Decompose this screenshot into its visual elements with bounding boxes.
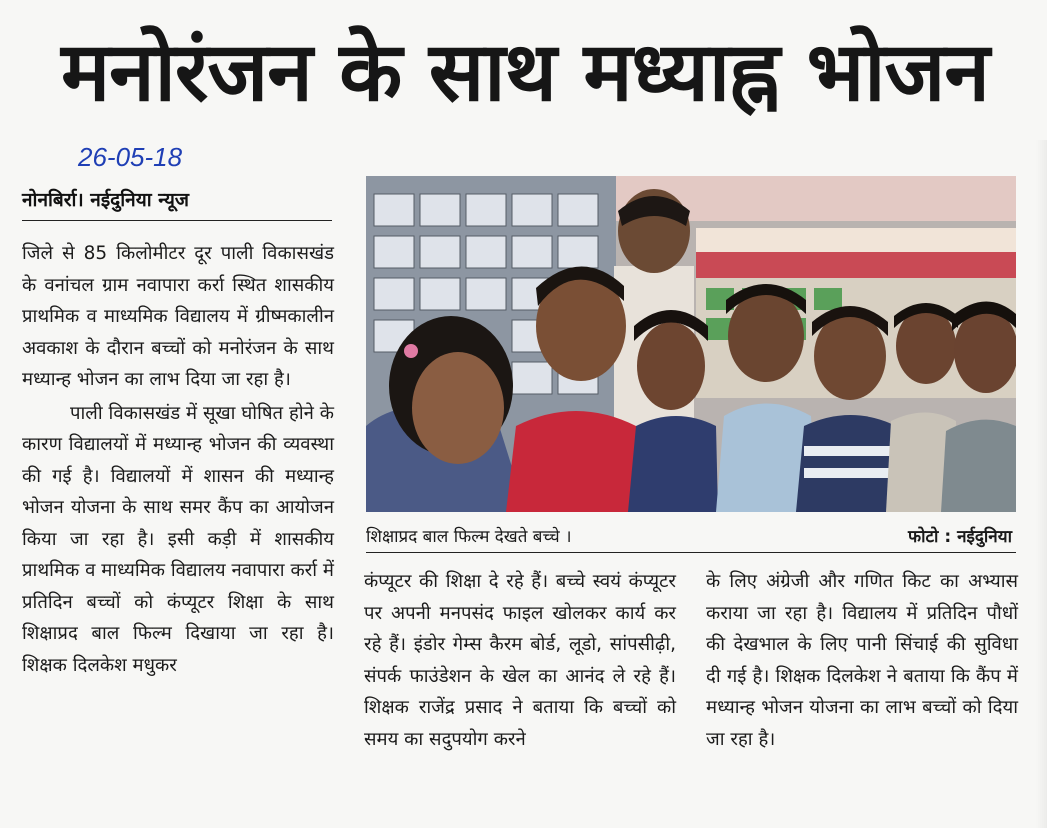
photo-credit: फोटो : नईदुनिया — [907, 527, 1012, 547]
article-column-3 — [706, 566, 1018, 755]
dateline: नोनबिर्रा। नईदुनिया न्यूज — [22, 186, 332, 221]
paragraph: के लिए अंग्रेजी और गणित किट का अभ्यास कराया जा रहा है। विद्यालय में प्रतिदिन पौधों की देखभाल के लिए पानी सिंचाई की सुविधा दी गई है। शिक्षक दिलकेश ने बताया कि कैंप में मध्यान्ह भोजन योजना का लाभ बच्चों को दिया जा रहा है। — [706, 571, 1018, 750]
paragraph: पाली विकासखंड में सूखा घोषित होने के कारण विद्यालयों में मध्यान्ह भोजन की व्यवस्था की गई है। विद्यालयों में शासन की मध्यान्ह भोजन योजना के साथ समर कैंप का आयोजन किया जा रहा है। इसी कड़ी में शासकीय प्राथमिक व माध्यमिक विद्यालय नवापारा कर्रा में प्रतिदिन बच्चों को कंप्यूटर शिक्षा के साथ शिक्षाप्रद बाल फिल्म दिखाया जा रहा है। शिक्षक दिलकेश मधुकर — [22, 402, 334, 676]
article-column-2 — [364, 566, 676, 755]
photo-caption-bar — [366, 522, 1016, 553]
handwritten-date: 26-05-18 — [78, 142, 183, 172]
photo-caption: शिक्षाप्रद बाल फिल्म देखते बच्चे । — [366, 527, 572, 547]
headline: मनोरंजन के साथ मध्याह्न भोजन — [61, 25, 989, 120]
paragraph: जिले से 85 किलोमीटर दूर पाली विकासखंड के वनांचल ग्राम नवापारा कर्रा स्थित शासकीय प्राथमिक व माध्यमिक विद्यालय में ग्रीष्मकालीन अवकाश के दौरान बच्चों को मनोरंजन के साथ मध्यान्ह भोजन का लाभ दिया जा रहा है। — [22, 243, 334, 390]
article-column-1 — [22, 238, 334, 681]
paragraph: कंप्यूटर की शिक्षा दे रहे हैं। बच्चे स्वयं कंप्यूटर पर अपनी मनपसंद फाइल खोलकर कार्य कर रहे हैं। इंडोर गेम्स कैरम बोर्ड, लूडो, सांपसीढ़ी, संपर्क फाउंडेशन के खेल का आनंद ले रहे हैं। शिक्षक राजेंद्र प्रसाद ने बताया कि बच्चों को समय का सदुपयोग करने — [364, 571, 676, 750]
page-edge — [1036, 140, 1047, 828]
news-photo — [366, 176, 1016, 512]
